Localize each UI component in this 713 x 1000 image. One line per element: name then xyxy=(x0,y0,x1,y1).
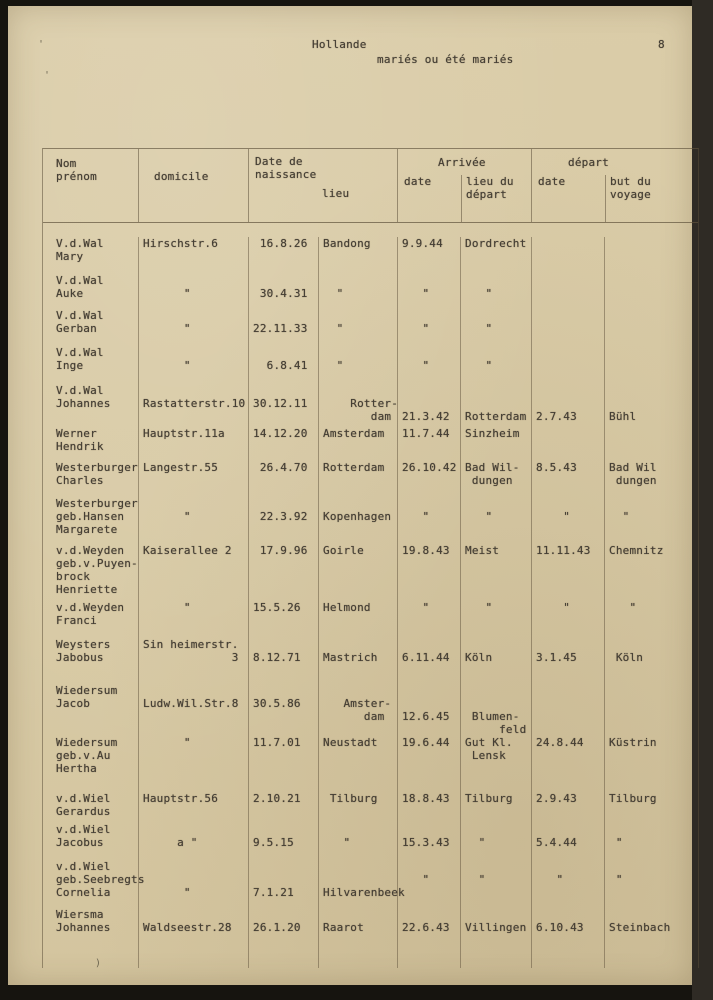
cell-arrivee-lieu-depart: " xyxy=(460,346,531,384)
cell-arrivee-lieu-depart: Blumen- feld xyxy=(460,684,531,736)
cell-arrivee-lieu-depart: Tilburg xyxy=(460,792,531,823)
cell-depart-date: " xyxy=(531,601,604,638)
cell-nom-prenom: Westerburger geb.Hansen Margarete xyxy=(56,497,138,536)
cell-domicile: " xyxy=(138,736,248,792)
cell-naissance-date: 30.4.31 xyxy=(248,274,318,309)
header-nom-prenom: Nom prénom xyxy=(56,157,97,183)
cell-domicile: Hauptstr.11a xyxy=(138,427,248,461)
header-depart-date: date xyxy=(538,175,566,188)
cell-depart-date: 6.10.43 xyxy=(531,908,604,958)
cell-nom-prenom: Wiedersum Jacob xyxy=(56,684,118,710)
cell-domicile: Hirschstr.6 xyxy=(138,237,248,274)
table-row xyxy=(43,384,698,427)
cell-depart-but-voyage: Bad Wil dungen xyxy=(604,461,698,497)
cell-naissance-lieu: Raarot xyxy=(318,908,397,958)
cell-nom-prenom: Westerburger Charles xyxy=(56,461,138,487)
cell-depart-date: 8.5.43 xyxy=(531,461,604,497)
cell-arrivee-lieu-depart: Dordrecht xyxy=(460,237,531,274)
cell-arrivee-lieu-depart: " xyxy=(460,274,531,309)
cell-naissance-lieu: Tilburg xyxy=(318,792,397,823)
cell-naissance-lieu: Neustadt xyxy=(318,736,397,792)
cell-naissance-date: 14.12.20 xyxy=(248,427,318,461)
header-domicile: domicile xyxy=(154,170,209,183)
cell-naissance-date: 26.4.70 xyxy=(248,461,318,497)
cell-domicile: a " xyxy=(138,823,248,860)
table-body xyxy=(43,223,698,968)
cell-depart-date: 11.11.43 xyxy=(531,544,604,601)
page-subtitle: mariés ou été mariés xyxy=(377,53,514,66)
cell-naissance-date: 17.9.96 xyxy=(248,544,318,601)
cell-naissance-date: 26.1.20 xyxy=(248,908,318,958)
cell-arrivee-date: " xyxy=(397,601,460,638)
cell-depart-but-voyage xyxy=(604,427,698,461)
header-depart-but-voyage: but du voyage xyxy=(605,175,699,222)
table-row xyxy=(43,638,698,684)
cell-domicile: " xyxy=(138,274,248,309)
cell-depart-date xyxy=(531,684,604,736)
cell-depart-date: " xyxy=(531,497,604,544)
cell-depart-but-voyage: " xyxy=(604,601,698,638)
cell-naissance-date: 15.5.26 xyxy=(248,601,318,638)
cell-naissance-lieu: Rotter- dam xyxy=(318,384,397,427)
cell-domicile: " xyxy=(138,309,248,346)
table-header xyxy=(43,149,698,223)
cell-naissance-lieu: " xyxy=(318,309,397,346)
cell-naissance-date: 30.12.11 xyxy=(248,384,318,427)
cell-arrivee-date: " xyxy=(397,309,460,346)
cell-depart-but-voyage xyxy=(604,237,698,274)
cell-naissance-lieu: Mastrich xyxy=(318,638,397,684)
table-row xyxy=(43,736,698,792)
cell-arrivee-lieu-depart: Gut Kl. Lensk xyxy=(460,736,531,792)
cell-domicile: Sin heimerstr. 3 xyxy=(138,638,248,684)
header-date-naissance: Date de naissance xyxy=(255,155,317,181)
cell-domicile: Langestr.55 xyxy=(138,461,248,497)
cell-depart-but-voyage xyxy=(604,309,698,346)
cell-naissance-lieu: " xyxy=(318,274,397,309)
cell-depart-date xyxy=(531,427,604,461)
header-arrivee-lieu-depart: lieu du départ xyxy=(461,175,532,222)
cell-depart-date: 5.4.44 xyxy=(531,823,604,860)
cell-depart-but-voyage: Köln xyxy=(604,638,698,684)
table-row xyxy=(43,544,698,601)
table-row xyxy=(43,823,698,860)
ink-speck-3: ) xyxy=(95,958,102,969)
table-row xyxy=(43,908,698,958)
cell-depart-but-voyage: Chemnitz xyxy=(604,544,698,601)
cell-nom-prenom: V.d.Wal Johannes xyxy=(56,384,111,410)
table-row xyxy=(43,461,698,497)
cell-nom-prenom: Werner Hendrik xyxy=(56,427,104,453)
cell-depart-but-voyage xyxy=(604,274,698,309)
cell-depart-date xyxy=(531,346,604,384)
cell-depart-but-voyage: Bühl xyxy=(604,384,698,427)
cell-arrivee-lieu-depart: Köln xyxy=(460,638,531,684)
cell-arrivee-date: 6.11.44 xyxy=(397,638,460,684)
cell-nom-prenom: v.d.Weyden geb.v.Puyen- brock Henriette xyxy=(56,544,138,596)
page-number: 8 xyxy=(658,38,665,51)
table-row xyxy=(43,860,698,908)
cell-domicile: " xyxy=(138,860,248,908)
cell-arrivee-lieu-depart: " xyxy=(460,823,531,860)
table-row xyxy=(43,792,698,823)
cell-domicile: Rastatterstr.10 xyxy=(138,384,248,427)
cell-naissance-lieu: " xyxy=(318,823,397,860)
cell-domicile xyxy=(138,958,248,968)
ink-speck-2: ' xyxy=(44,70,51,81)
cell-nom-prenom: Wiersma Johannes xyxy=(56,908,111,934)
cell-nom-prenom: v.d.Wiel geb.Seebregts Cornelia xyxy=(56,860,145,899)
cell-domicile: Waldseestr.28 xyxy=(138,908,248,958)
cell-depart-date: " xyxy=(531,860,604,908)
cell-naissance-date: 16.8.26 xyxy=(248,237,318,274)
cell-depart-but-voyage xyxy=(604,958,698,968)
cell-depart-but-voyage: Küstrin xyxy=(604,736,698,792)
cell-arrivee-date: " xyxy=(397,346,460,384)
cell-naissance-date xyxy=(248,958,318,968)
data-table xyxy=(42,148,699,968)
cell-naissance-date: 9.5.15 xyxy=(248,823,318,860)
cell-arrivee-lieu-depart: " xyxy=(460,601,531,638)
cell-arrivee-date: 12.6.45 xyxy=(397,684,460,736)
cell-depart-date xyxy=(531,309,604,346)
cell-depart-but-voyage: " xyxy=(604,860,698,908)
cell-naissance-lieu: Helmond xyxy=(318,601,397,638)
cell-naissance-date: 22.3.92 xyxy=(248,497,318,544)
cell-domicile: " xyxy=(138,346,248,384)
table-row xyxy=(43,346,698,384)
cell-naissance-lieu: Hilvarenbeek xyxy=(318,860,397,908)
cell-arrivee-date: 22.6.43 xyxy=(397,908,460,958)
cell-depart-but-voyage xyxy=(604,346,698,384)
cell-arrivee-date: " xyxy=(397,274,460,309)
cell-arrivee-lieu-depart: Rotterdam xyxy=(460,384,531,427)
table-row xyxy=(43,601,698,638)
cell-naissance-lieu: Rotterdam xyxy=(318,461,397,497)
table-row-spacer xyxy=(43,958,698,968)
page-title: Hollande xyxy=(312,38,367,51)
cell-depart-date: 2.7.43 xyxy=(531,384,604,427)
table-row xyxy=(43,237,698,274)
cell-nom-prenom: v.d.Wiel Jacobus xyxy=(56,823,111,849)
cell-naissance-date: 7.1.21 xyxy=(248,860,318,908)
cell-naissance-date: 22.11.33 xyxy=(248,309,318,346)
cell-naissance-lieu xyxy=(318,958,397,968)
document-page xyxy=(8,6,692,985)
ink-speck-1: ' xyxy=(38,39,45,50)
cell-naissance-lieu: " xyxy=(318,346,397,384)
cell-nom-prenom: v.d.Weyden Franci xyxy=(56,601,125,627)
cell-domicile: " xyxy=(138,497,248,544)
cell-depart-date xyxy=(531,274,604,309)
cell-arrivee-lieu-depart: Villingen xyxy=(460,908,531,958)
cell-nom-prenom: v.d.Wiel Gerardus xyxy=(56,792,111,818)
cell-arrivee-date: " xyxy=(397,497,460,544)
cell-arrivee-date: 9.9.44 xyxy=(397,237,460,274)
table-row xyxy=(43,497,698,544)
cell-nom-prenom xyxy=(43,958,138,968)
header-depart: départ xyxy=(568,156,609,169)
cell-depart-date: 3.1.45 xyxy=(531,638,604,684)
cell-arrivee-date: 19.8.43 xyxy=(397,544,460,601)
header-arrivee: Arrivée xyxy=(438,156,486,169)
table-row xyxy=(43,274,698,309)
cell-depart-date xyxy=(531,237,604,274)
cell-arrivee-lieu-depart: " xyxy=(460,860,531,908)
cell-arrivee-lieu-depart xyxy=(460,958,531,968)
cell-naissance-date: 2.10.21 xyxy=(248,792,318,823)
header-arrivee-date: date xyxy=(404,175,432,188)
cell-arrivee-lieu-depart: Bad Wil- dungen xyxy=(460,461,531,497)
table-row xyxy=(43,684,698,736)
cell-nom-prenom: V.d.Wal Auke xyxy=(56,274,104,300)
cell-naissance-date: 6.8.41 xyxy=(248,346,318,384)
cell-naissance-date: 8.12.71 xyxy=(248,638,318,684)
cell-domicile: Kaiserallee 2 xyxy=(138,544,248,601)
cell-depart-but-voyage: Tilburg xyxy=(604,792,698,823)
cell-depart-date: 2.9.43 xyxy=(531,792,604,823)
header-naissance-lieu: lieu xyxy=(322,187,350,200)
cell-domicile: Ludw.Wil.Str.8 xyxy=(138,684,248,736)
cell-nom-prenom: V.d.Wal Gerban xyxy=(56,309,104,335)
cell-nom-prenom: V.d.Wal Mary xyxy=(56,237,104,263)
cell-arrivee-lieu-depart: " xyxy=(460,497,531,544)
cell-depart-date: 24.8.44 xyxy=(531,736,604,792)
cell-naissance-lieu: Kopenhagen xyxy=(318,497,397,544)
cell-arrivee-lieu-depart: Sinzheim xyxy=(460,427,531,461)
cell-depart-but-voyage: Steinbach xyxy=(604,908,698,958)
cell-depart-date xyxy=(531,958,604,968)
cell-arrivee-date: 21.3.42 xyxy=(397,384,460,427)
cell-nom-prenom: V.d.Wal Inge xyxy=(56,346,104,372)
cell-naissance-lieu: Amster- dam xyxy=(318,684,397,736)
cell-depart-but-voyage: " xyxy=(604,497,698,544)
cell-domicile: " xyxy=(138,601,248,638)
table-row xyxy=(43,427,698,461)
cell-naissance-lieu: Bandong xyxy=(318,237,397,274)
cell-arrivee-date: 26.10.42 xyxy=(397,461,460,497)
cell-arrivee-lieu-depart: Meist xyxy=(460,544,531,601)
cell-naissance-lieu: Amsterdam xyxy=(318,427,397,461)
cell-naissance-lieu: Goirle xyxy=(318,544,397,601)
cell-arrivee-date: 19.6.44 xyxy=(397,736,460,792)
cell-arrivee-date: 15.3.43 xyxy=(397,823,460,860)
cell-nom-prenom: Weysters Jabobus xyxy=(56,638,111,664)
cell-arrivee-date: " xyxy=(397,860,460,908)
cell-arrivee-date: 11.7.44 xyxy=(397,427,460,461)
cell-nom-prenom: Wiedersum geb.v.Au Hertha xyxy=(56,736,118,775)
table-row xyxy=(43,309,698,346)
cell-naissance-date: 30.5.86 xyxy=(248,684,318,736)
cell-depart-but-voyage xyxy=(604,684,698,736)
cell-naissance-date: 11.7.01 xyxy=(248,736,318,792)
cell-domicile: Hauptstr.56 xyxy=(138,792,248,823)
cell-arrivee-date xyxy=(397,958,460,968)
cell-arrivee-date: 18.8.43 xyxy=(397,792,460,823)
cell-arrivee-lieu-depart: " xyxy=(460,309,531,346)
cell-depart-but-voyage: " xyxy=(604,823,698,860)
